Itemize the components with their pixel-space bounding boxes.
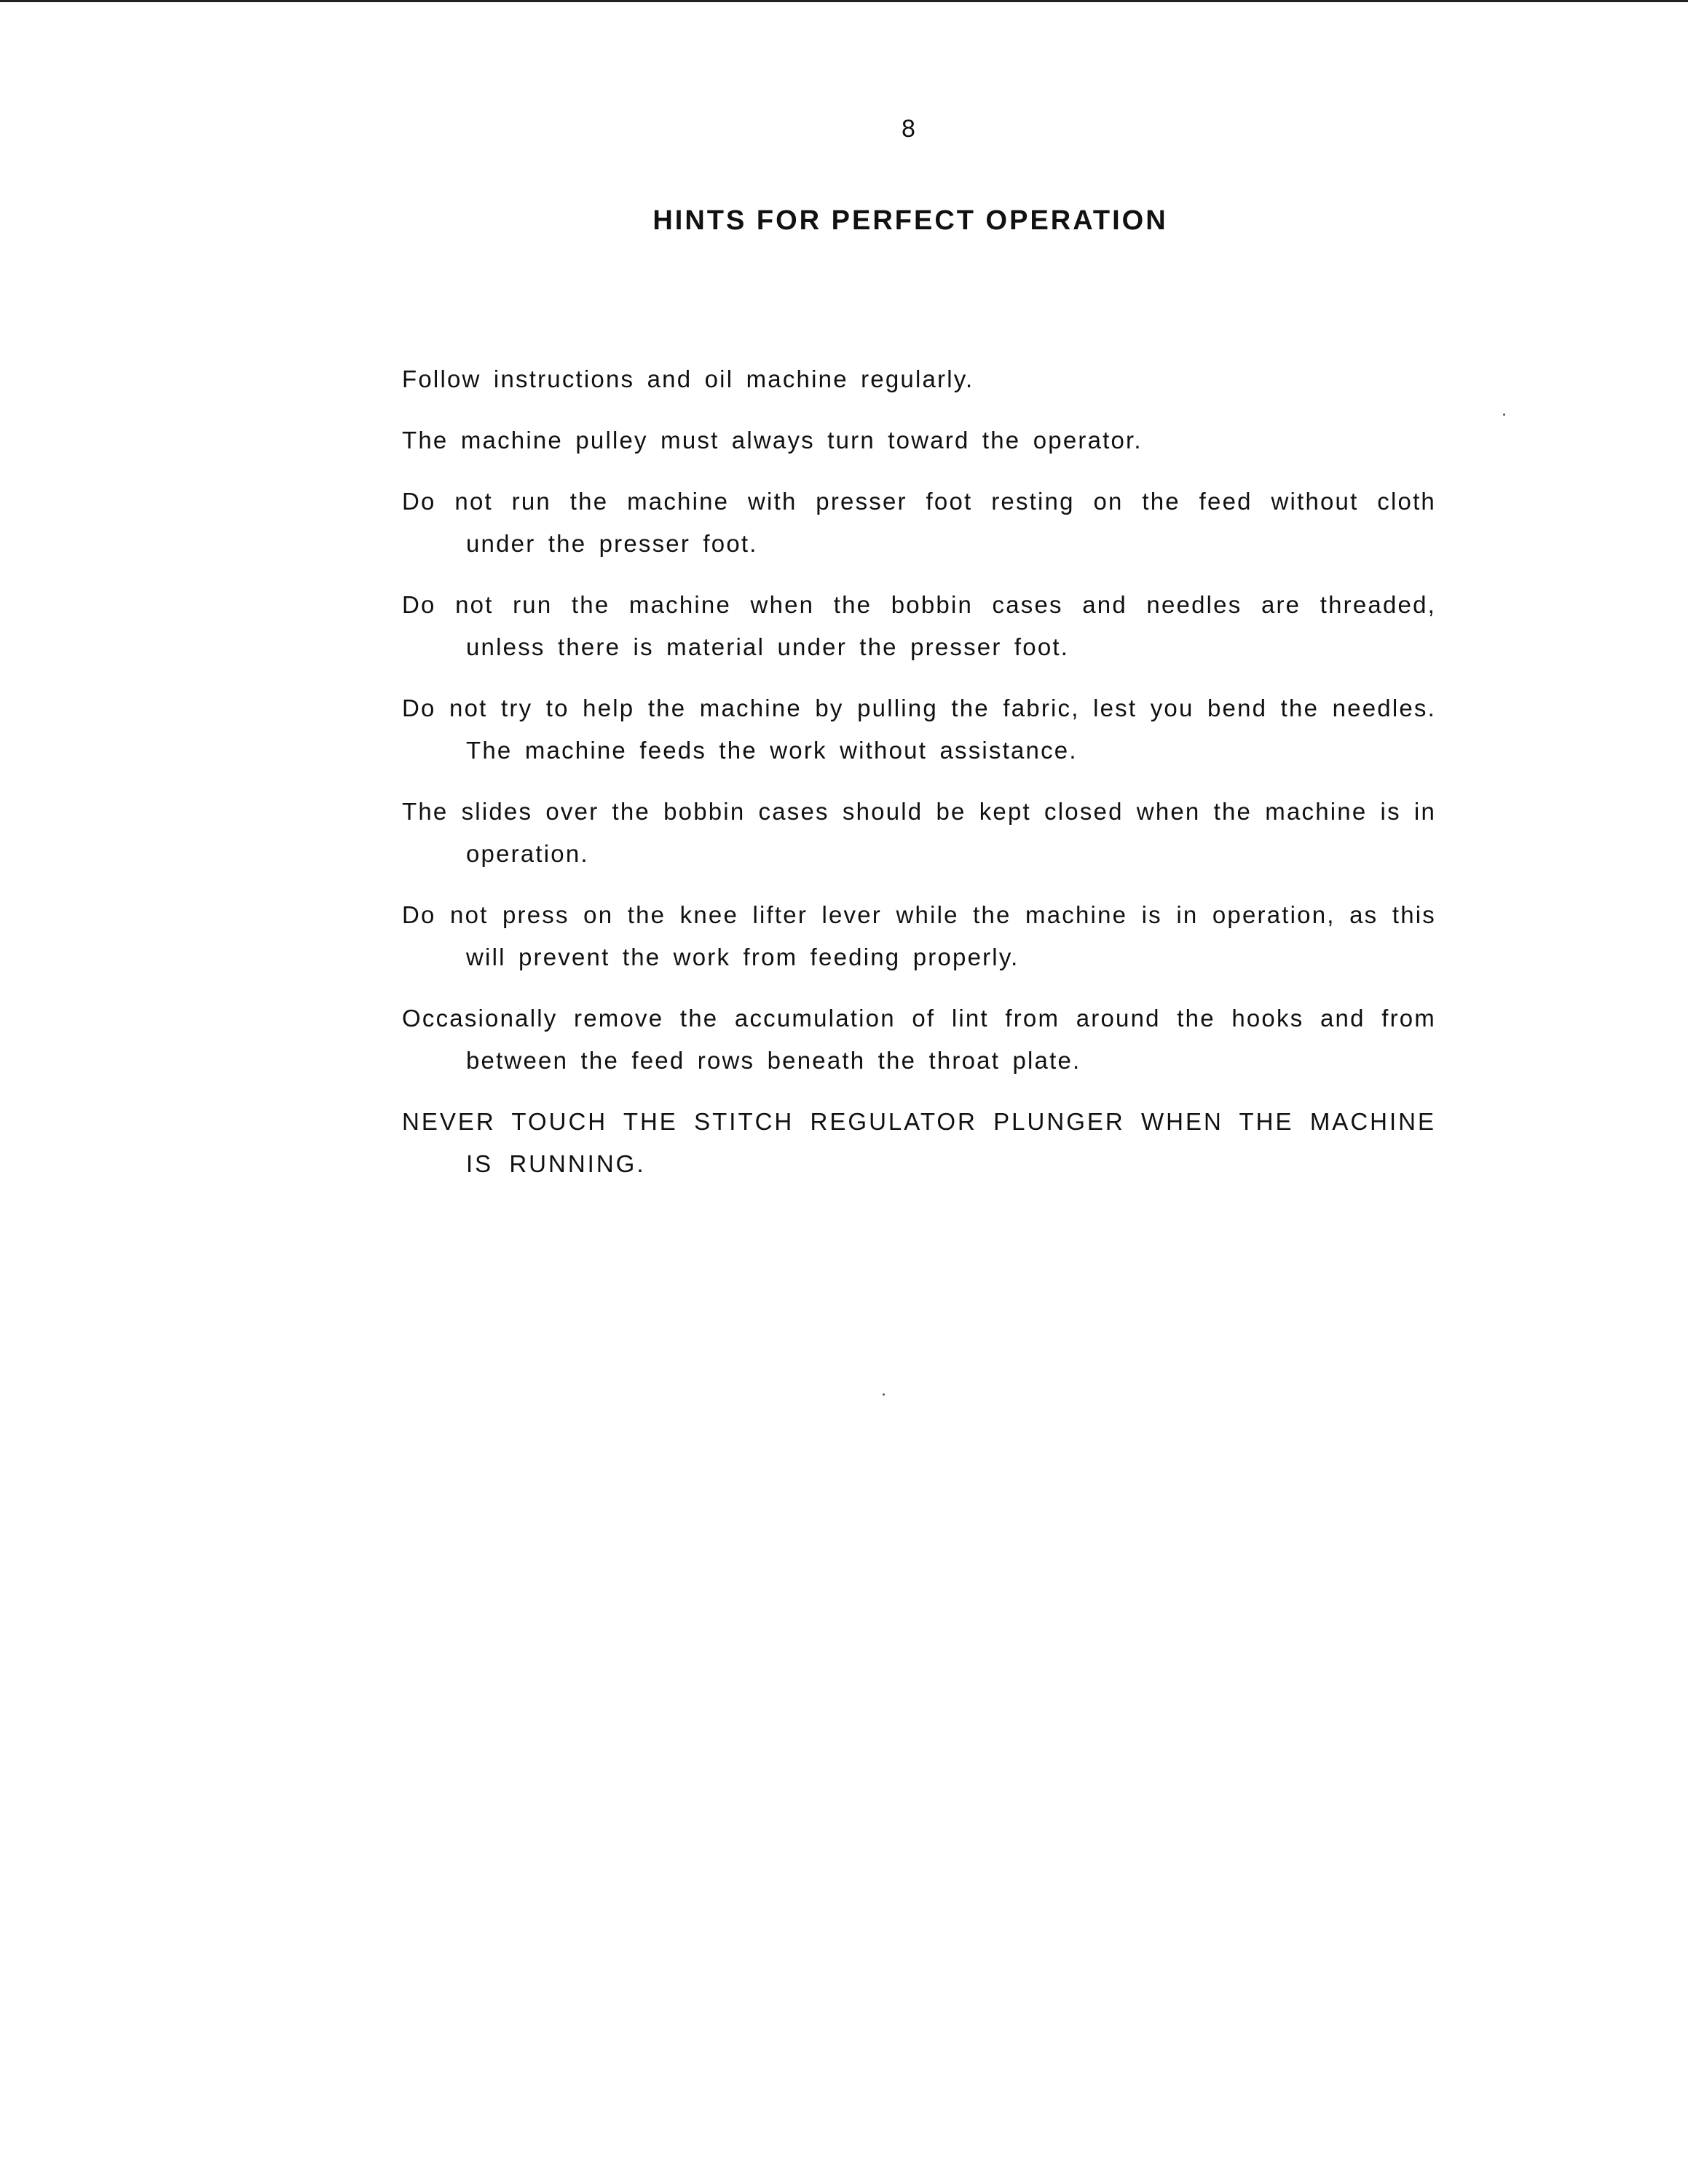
hint-item-warning: NEVER TOUCH THE STITCH REGULATOR PLUNGER WHEN THE MACHINE IS RUNNING.	[402, 1108, 1436, 1177]
hint-item: Do not try to help the machine by pulling the fabric, lest you bend the needles. The machine feeds the work without assistance.	[402, 695, 1436, 764]
hint-item: The slides over the bobbin cases should be kept closed when the machine is in operation.	[402, 798, 1436, 867]
scan-speck	[883, 1393, 885, 1396]
hint-item: Do not run the machine with presser foot resting on the feed without cloth under the presser foot.	[402, 488, 1436, 557]
hint-item: Occasionally remove the accumulation of lint from around the hooks and from between the feed rows beneath the throat plate.	[402, 1005, 1436, 1074]
hint-item: Follow instructions and oil machine regularly.	[402, 365, 974, 392]
hint-item: Do not press on the knee lifter lever while the machine is in operation, as this will prevent the work from feeding properly.	[402, 901, 1436, 970]
hint-item: The machine pulley must always turn toward the operator.	[402, 427, 1143, 454]
page-number: 8	[902, 115, 916, 143]
scan-speck	[1503, 414, 1505, 416]
top-border-line	[0, 0, 1688, 2]
hints-list	[402, 358, 1436, 1204]
page-title: HINTS FOR PERFECT OPERATION	[652, 205, 1168, 236]
hint-item: Do not run the machine when the bobbin cases and needles are threaded, unless there is material under the presser foot.	[402, 591, 1436, 660]
